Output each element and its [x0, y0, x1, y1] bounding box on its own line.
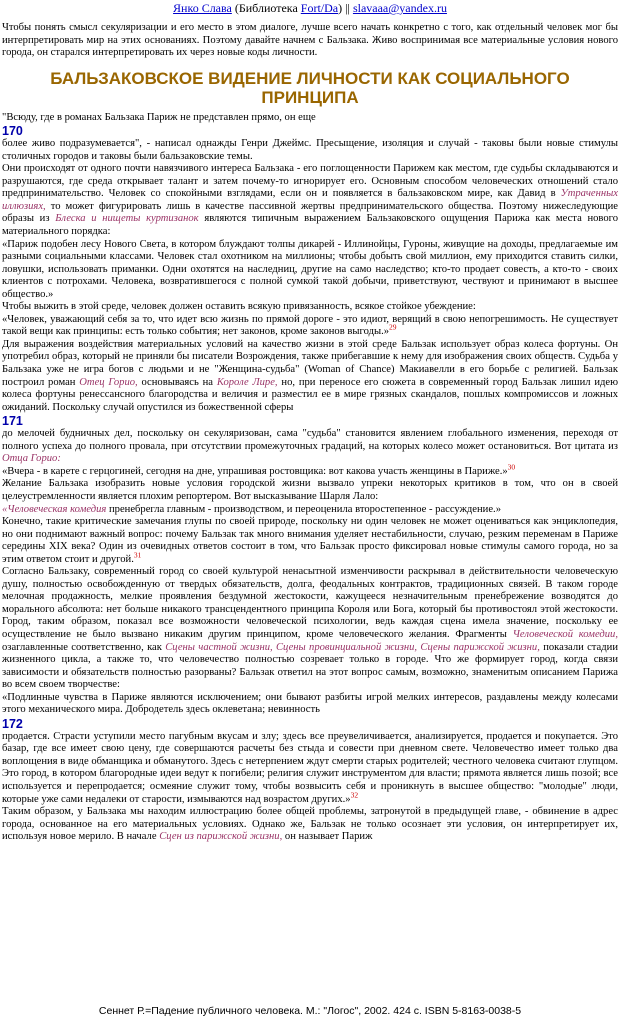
page-number-170: 170 [2, 124, 23, 139]
title-scenes: Сцены частной жизни, Сцены провинциальной жизни, Сцены парижской жизни, [165, 641, 540, 653]
paragraph-8: Конечно, такие критические замечания глупы по своей природе, поскольку ни один человек не может оцениваться как энциклопедия, но они поднимают важный вопрос: почему Бальзак так много внимания уделяет нестабильности, случаю, резким переменам в Париже середины XIX века? Один из очевидных ответов состоит в том, что Бальзак просто фиксировал новые стимулы самого города, но за этим ответом стоит и другой.$^{31}$ [2, 516, 618, 565]
footnote-30[interactable]: 30 [507, 462, 516, 472]
paragraph-6: до мелочей будничных дел, поскольку он секуляризован, сама "судьба" становится явлением глобального изменения, переходя от полного успеха до полного провала, при отсутствии промежуточных градаций, на которых колесо может остановиться. Вот цитата из Отца Горио: [2, 428, 618, 465]
title-parisian-scenes: Сцен из парижской жизни, [159, 831, 283, 843]
title-father-goriot: Отец Горио, [79, 376, 138, 388]
footnote-29[interactable]: 29 [389, 322, 397, 332]
paragraph-10: продается. Страсти уступили место пагубным вкусам и злу; здесь все преувеличивается, анализируется, продается и покупается. Это базар, где все имеет свою цену, где совершаются расчеты без стыда и совести при дневном свете. Человечество имеет только два воплощения в виде обманщика и обманутого. Здесь с нетерпением ждут смерти старых родителей; честного человека считают глупцом. Это город, в котором благородные идеи ведут к погибели; религия служит инструментом для власти; прямота является лишь позой; все используется и перепродается; осмеяние служит тому, чтобы возвысить себя и проникнуть в высшее общество: "молодые" люди, которые уже сами недалеки от старости, измываются над возрастом других.»$^{32}$ [2, 730, 618, 805]
page-footer: Сеннет Р.=Падение публичного человека. М.: "Логос", 2002. 424 с. ISBN 5-8163-0038-5 [98, 1005, 522, 1017]
paragraph-11: Таким образом, у Бальзака мы находим иллюстрацию более общей проблемы, затронутой в предыдущей главе, - обвинение в адрес города, основанное на его материальных условиях. Однако же, Бальзак не только осознает эти условия, он интерпретирует их, используя новое мерило. В начале Сцен из парижской жизни, он называет Париж [2, 806, 618, 843]
quote-4: «Человеческая комедия пренебрегла главным - производством, и переоценила второстепенное - рассуждение.» [2, 503, 501, 515]
paragraph-4: Чтобы выжить в этой среде, человек должен оставить всякую привязанность, всякое стойкое убеждение: [2, 301, 476, 313]
title-splendors: Блеска и нищеты куртизанок [55, 213, 199, 225]
paragraph-5: Для выражения воздействия материальных условий на качество жизни в этой среде Бальзак использует образ колеса фортуны. Он употребил образ, который не приняли бы писатели Возрождения, также прибегавшие к нему для изображения своих обществ. Судьба у Бальзака уже не игра богов с людьми и не "Женщина-судьба" (Woman of Chance) Макиавелли в его борьбе с религией. Бальзак построил роман Отец Горио, основываясь на Короле Лире, но, при переносе его сюжета в современный город Бальзак лишил идею колеса фортуны ренессансного благородства и величия и разместил ее в мире грязных скандалов, пошлых компромиссов и ложных ожиданий. Поскольку случай опустился из божественной сферы [2, 338, 619, 413]
paragraph-2: более живо подразумевается", - написал однажды Генри Джеймс. Пресыщение, изоляция и случай - таковы были новые стимулы столичных городов и таковы были бальзаковские темы. [2, 138, 618, 162]
footnote-31[interactable]: 31 [133, 550, 142, 560]
title-father-goriot-2: Отца Горио: [2, 453, 61, 465]
quote-5: «Подлинные чувства в Париже являются исключением; они бывают разбиты игрой мелких интересов, раздавлены между колесами этого механического мира. Добродетель здесь оклеветана; невинность [2, 691, 618, 716]
title-lost-illusions: Утраченных иллюзиях, [2, 188, 618, 212]
title-human-comedy: «Человеческая комедия [2, 503, 107, 515]
quote-1: «Париж подобен лесу Нового Света, в котором блуждают толпы дикарей - Иллинойцы, Гуроны, живущие на доходы, предлагаемые им разными социальными классами. Человек стал охотником на миллионы; чтобы добыть свой миллион, ему приходится ставить силки, ловушки, использовать приманки. Одни охотятся на наследниц, другие на само наследство; кто-то продает совесть, а кто-то - своих клиентов с потрохами. Человека, возвратившегося с полной сумкой такой добычи, приветствуют, чествуют и принимают в высшее общество.» [2, 238, 618, 300]
email-link[interactable]: slavaaa@yandex.ru [352, 1, 447, 15]
header-separator: || [345, 1, 350, 15]
page-header [0, 1, 620, 15]
intro-paragraph: Чтобы понять смысл секуляризации и его место в этом диалоге, лучше всего начать конкретно с того, как отдельный человек мог бы интерпретировать мир на этих основаниях. Поэтому давайте начнем с Бальзака. Живо воспринимая все материальные условия нового города, он старался интерпретировать их через новые коды личности. [2, 22, 618, 59]
chapter-title: БАЛЬЗАКОВСКОЕ ВИДЕНИЕ ЛИЧНОСТИ КАК СОЦИАЛЬНОГО ПРИНЦИПА [50, 68, 570, 107]
paragraph-1: "Всюду, где в романах Бальзака Париж не представлен прямо, он еще [2, 111, 316, 123]
page-number-171: 171 [2, 414, 23, 429]
paragraph-9: Согласно Бальзаку, современный город со своей культурой ненасытной изменчивости раскрывал в действительности человеческую душу, полностью освобожденную от твердых обязательств, долга, феодальных контрактов, традиционных связей. В таком городе мелочная продажность, мелкие проявления бездумной жестокости, кажущееся незначительным пренебрежение возводятся до морального абсолюта: нет больше никакого трансцендентного принципа Короля или Бога, который бы противостоял этой жестокости. Город, таким образом, показал все возможности человеческой психологии, ведь каждая сцена имела значение, поскольку ее осуществление не было вызвано никаким другим принципом, кроме человеческого желания. Фрагменты Человеческой комедии, озаглавленные соответственно, как Сцены частной жизни, Сцены провинциальной жизни, Сцены парижской жизни, показали стадии жизненного цикла, а также то, что человечество полностью созревает только в городе. Что же формирует город, когда связи зависимости и обязательств полностью разорваны? Бальзак ответил на этот вопрос самым, возможно, знаменитым описанием Парижа во всем своем творчестве: [2, 566, 618, 691]
title-human-comedy-2: Человеческой комедии, [512, 628, 618, 640]
quote-2: «Человек, уважающий себя за то, что идет всю жизнь по прямой дороге - это идиот, верящий в свою непогрешимость. Не существует такой вещи как принципы: есть только события; нет законов, кроме законов выгоды.»$^{29}$ [2, 313, 618, 338]
library-prefix: (Библиотека [234, 1, 301, 15]
author-link[interactable]: Янко Слава [173, 1, 232, 15]
page-number-172: 172 [2, 716, 23, 731]
paragraph-7: Желание Бальзака изобразить новые условия городской жизни вызвало упреки некоторых критиков в том, что он в своей целеустремленности является плохим репортером. Вот высказывание Шарля Лало: [2, 478, 618, 502]
fortda-link[interactable]: Fort/Da [300, 1, 339, 15]
quote-3: «Вчера - в карете с герцогиней, сегодня на дне, упрашивая ростовщика: вот какова участь женщины в Париже.»$^{30}$ [2, 462, 516, 477]
document-body [2, 22, 618, 844]
footnote-32[interactable]: 32 [350, 790, 359, 799]
paragraph-3: Они происходят от одного почти навязчивого интереса Бальзака - его поглощенности Парижем как местом, где судьбы складываются и разрушаются, где среда открывает талант и затем почему-то игнорирует его. Основным способом человеческих отношений стало предпринимательство. Человек со спокойными взглядами, если он и появляется в бальзаковском мире, как Давид в Утраченных иллюзиях, то может фигурировать лишь в качестве пассивной жертвы предпринимательского общества. Поэтому нижеследующие образы из Блеска и нищеты куртизанок являются типичным выражением Бальзаковского ощущения Парижа как места нового материального порядка: [2, 163, 619, 238]
title-king-lear: Короле Лире, [216, 376, 278, 388]
library-suffix: ) [338, 1, 343, 15]
